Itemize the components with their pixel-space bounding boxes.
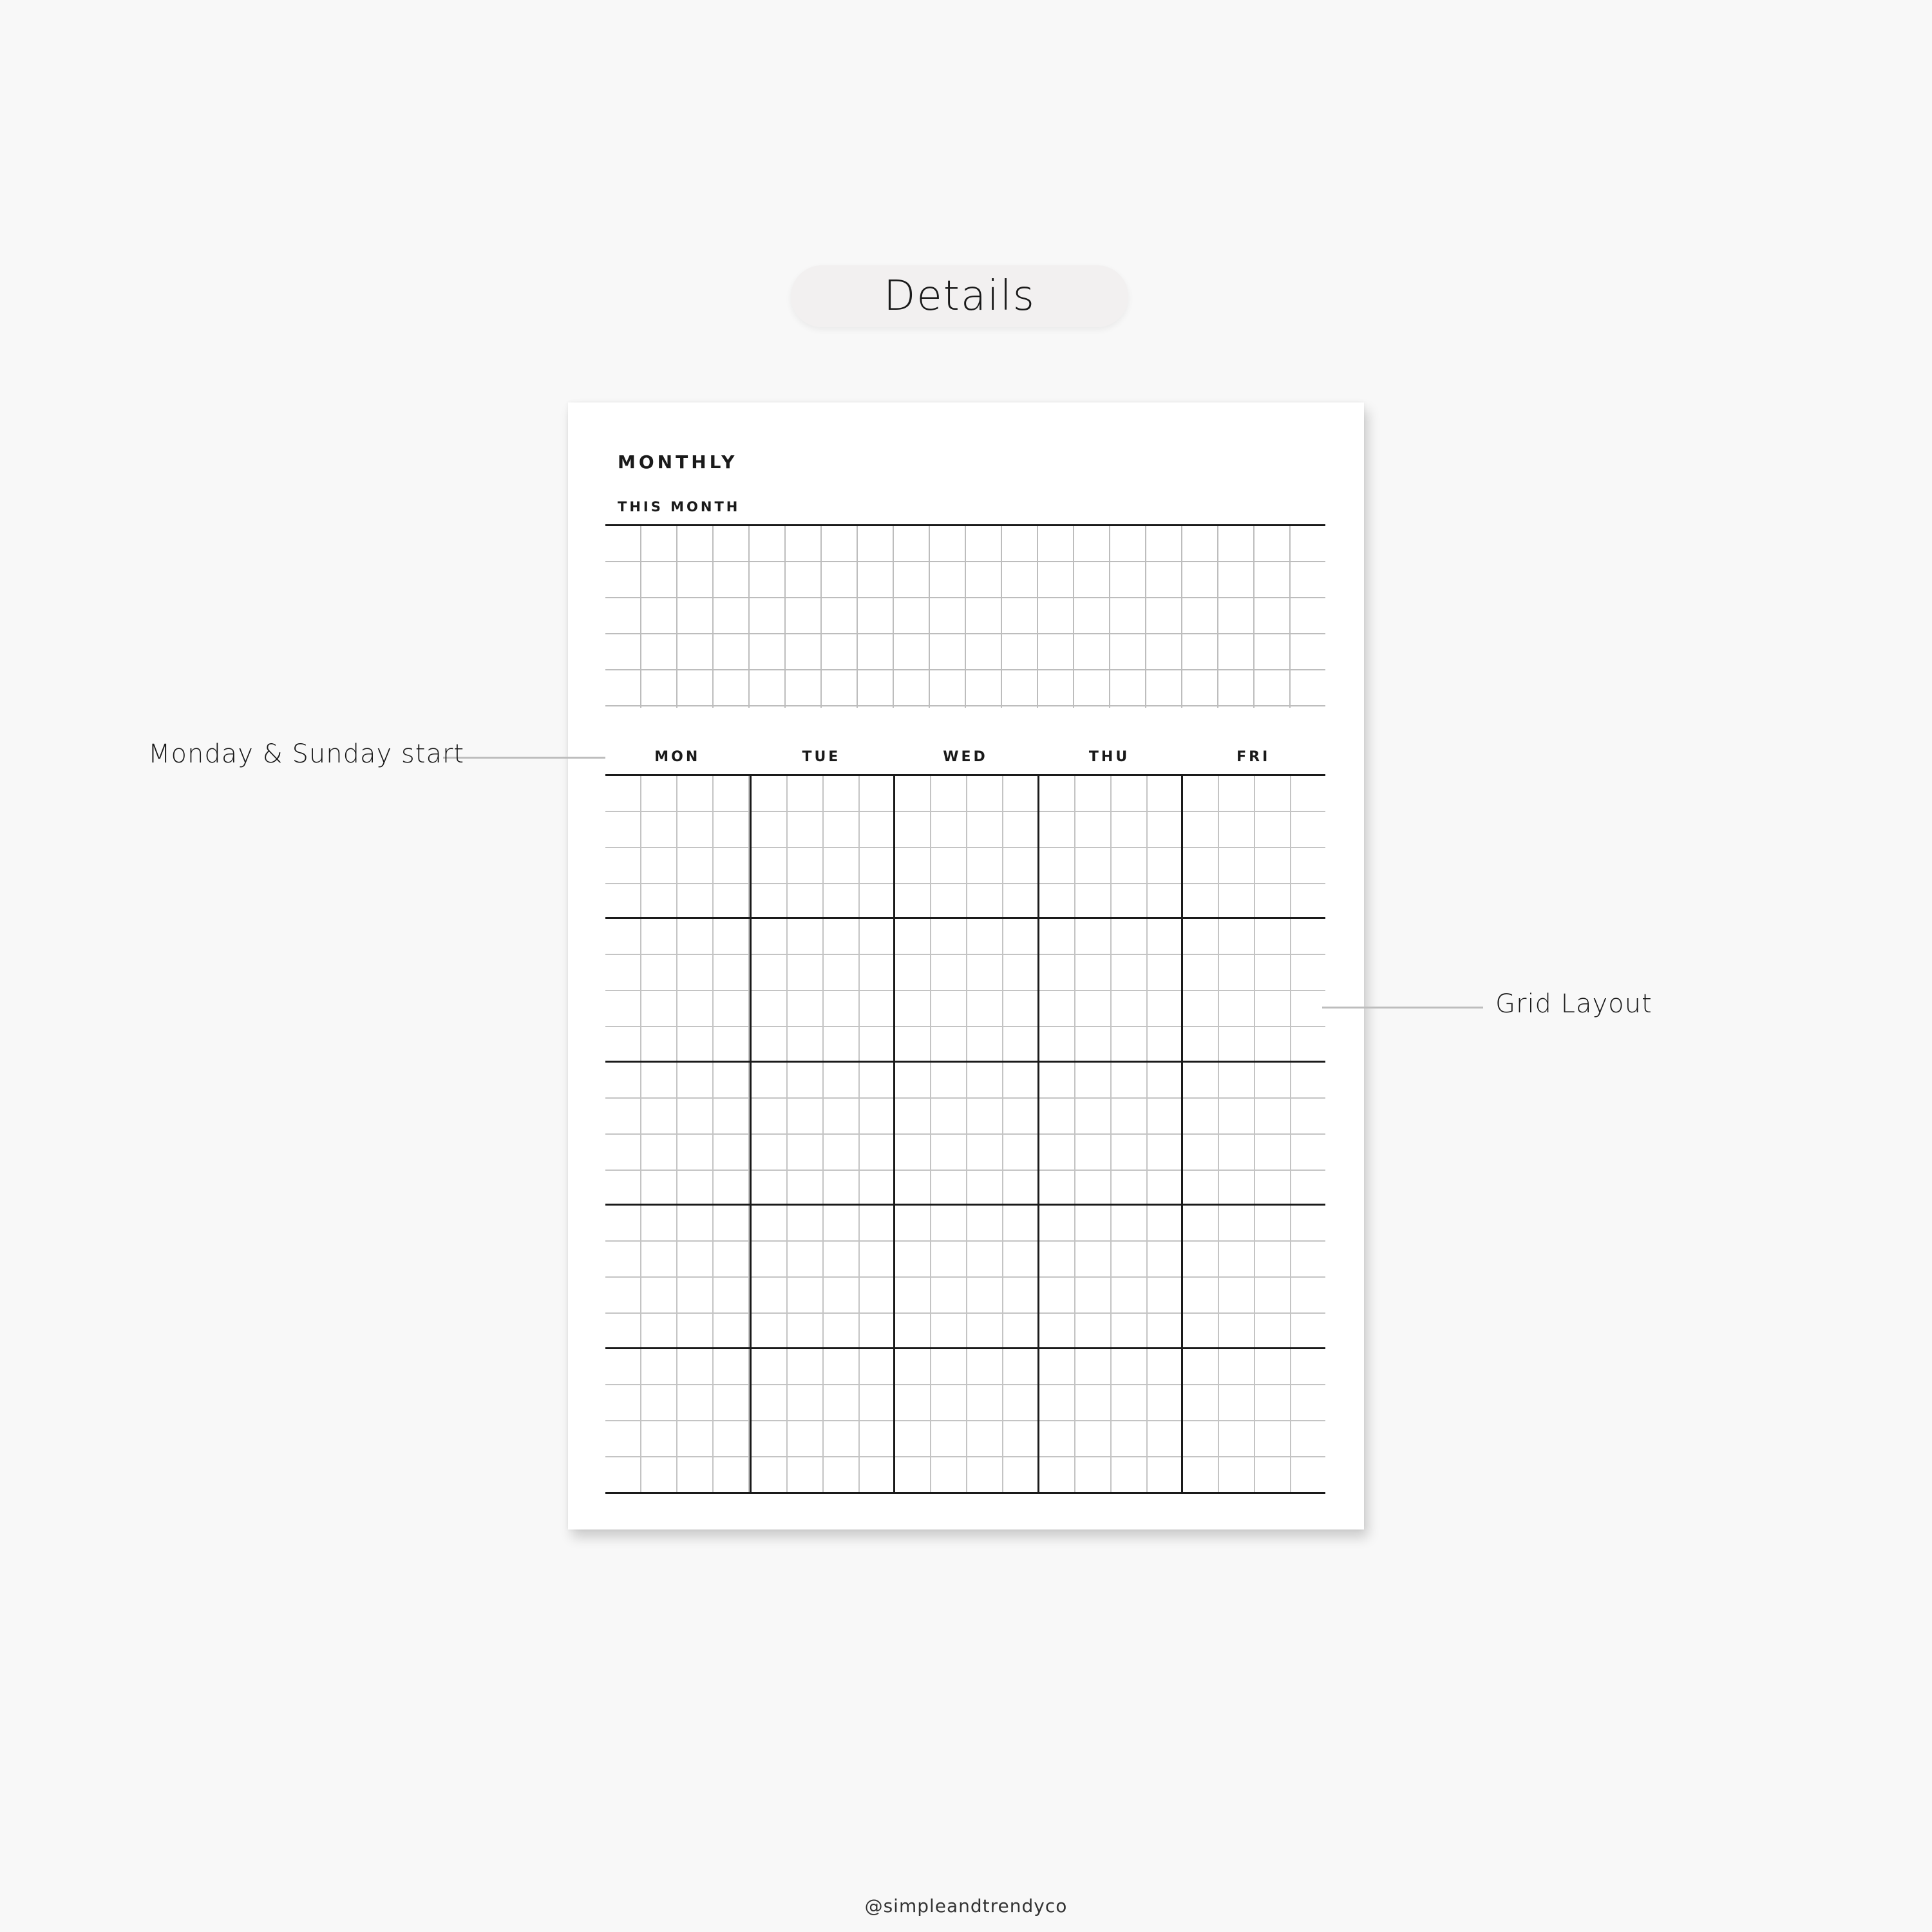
annotation-week-start: Monday & Sunday start	[148, 739, 465, 769]
calendar-day-cell	[893, 1349, 1037, 1492]
planner-title: MONTHLY	[618, 451, 738, 473]
calendar-day-cell	[893, 776, 1037, 919]
annotation-grid-layout: Grid Layout	[1495, 989, 1653, 1019]
details-title: Details	[884, 272, 1036, 320]
weekday-header-mon: MON	[654, 749, 701, 765]
calendar-day-cell	[605, 1349, 750, 1492]
calendar-day-cell	[605, 1063, 750, 1206]
calendar-day-cell	[750, 919, 894, 1062]
calendar-day-cell	[750, 1349, 894, 1492]
calendar-day-cell	[1037, 1063, 1182, 1206]
this-month-grid	[605, 524, 1325, 708]
calendar-day-cell	[893, 1206, 1037, 1349]
calendar-day-cell	[1037, 776, 1182, 919]
calendar-day-cell	[1181, 1206, 1325, 1349]
weekday-header-thu: THU	[1088, 749, 1130, 765]
calendar-day-cell	[750, 1206, 894, 1349]
leader-line-left	[443, 757, 605, 759]
weekday-header-fri: FRI	[1236, 749, 1271, 765]
calendar-day-cell	[1181, 1349, 1325, 1492]
calendar-day-cell	[605, 776, 750, 919]
calendar-day-cell	[1037, 1349, 1182, 1492]
calendar-day-cell	[605, 1206, 750, 1349]
weekday-header-tue: TUE	[802, 749, 841, 765]
this-month-label: THIS MONTH	[618, 499, 741, 515]
calendar-day-cell	[750, 776, 894, 919]
calendar-day-cell	[750, 1063, 894, 1206]
calendar-day-cell	[1037, 1206, 1182, 1349]
calendar-day-cell	[1181, 776, 1325, 919]
leader-line-right	[1322, 1007, 1483, 1009]
weekday-header-wed: WED	[943, 749, 988, 765]
weekday-header-row	[605, 749, 1325, 775]
calendar-day-cell	[1037, 919, 1182, 1062]
calendar-day-cell	[893, 919, 1037, 1062]
calendar-day-cell	[893, 1063, 1037, 1206]
details-title-pill	[791, 265, 1128, 327]
calendar-day-cell	[605, 919, 750, 1062]
footer-credit: @simpleandtrendyco	[864, 1895, 1068, 1917]
planner-page	[568, 402, 1364, 1530]
calendar-grid	[605, 774, 1325, 1494]
calendar-day-cell	[1181, 919, 1325, 1062]
calendar-day-cell	[1181, 1063, 1325, 1206]
